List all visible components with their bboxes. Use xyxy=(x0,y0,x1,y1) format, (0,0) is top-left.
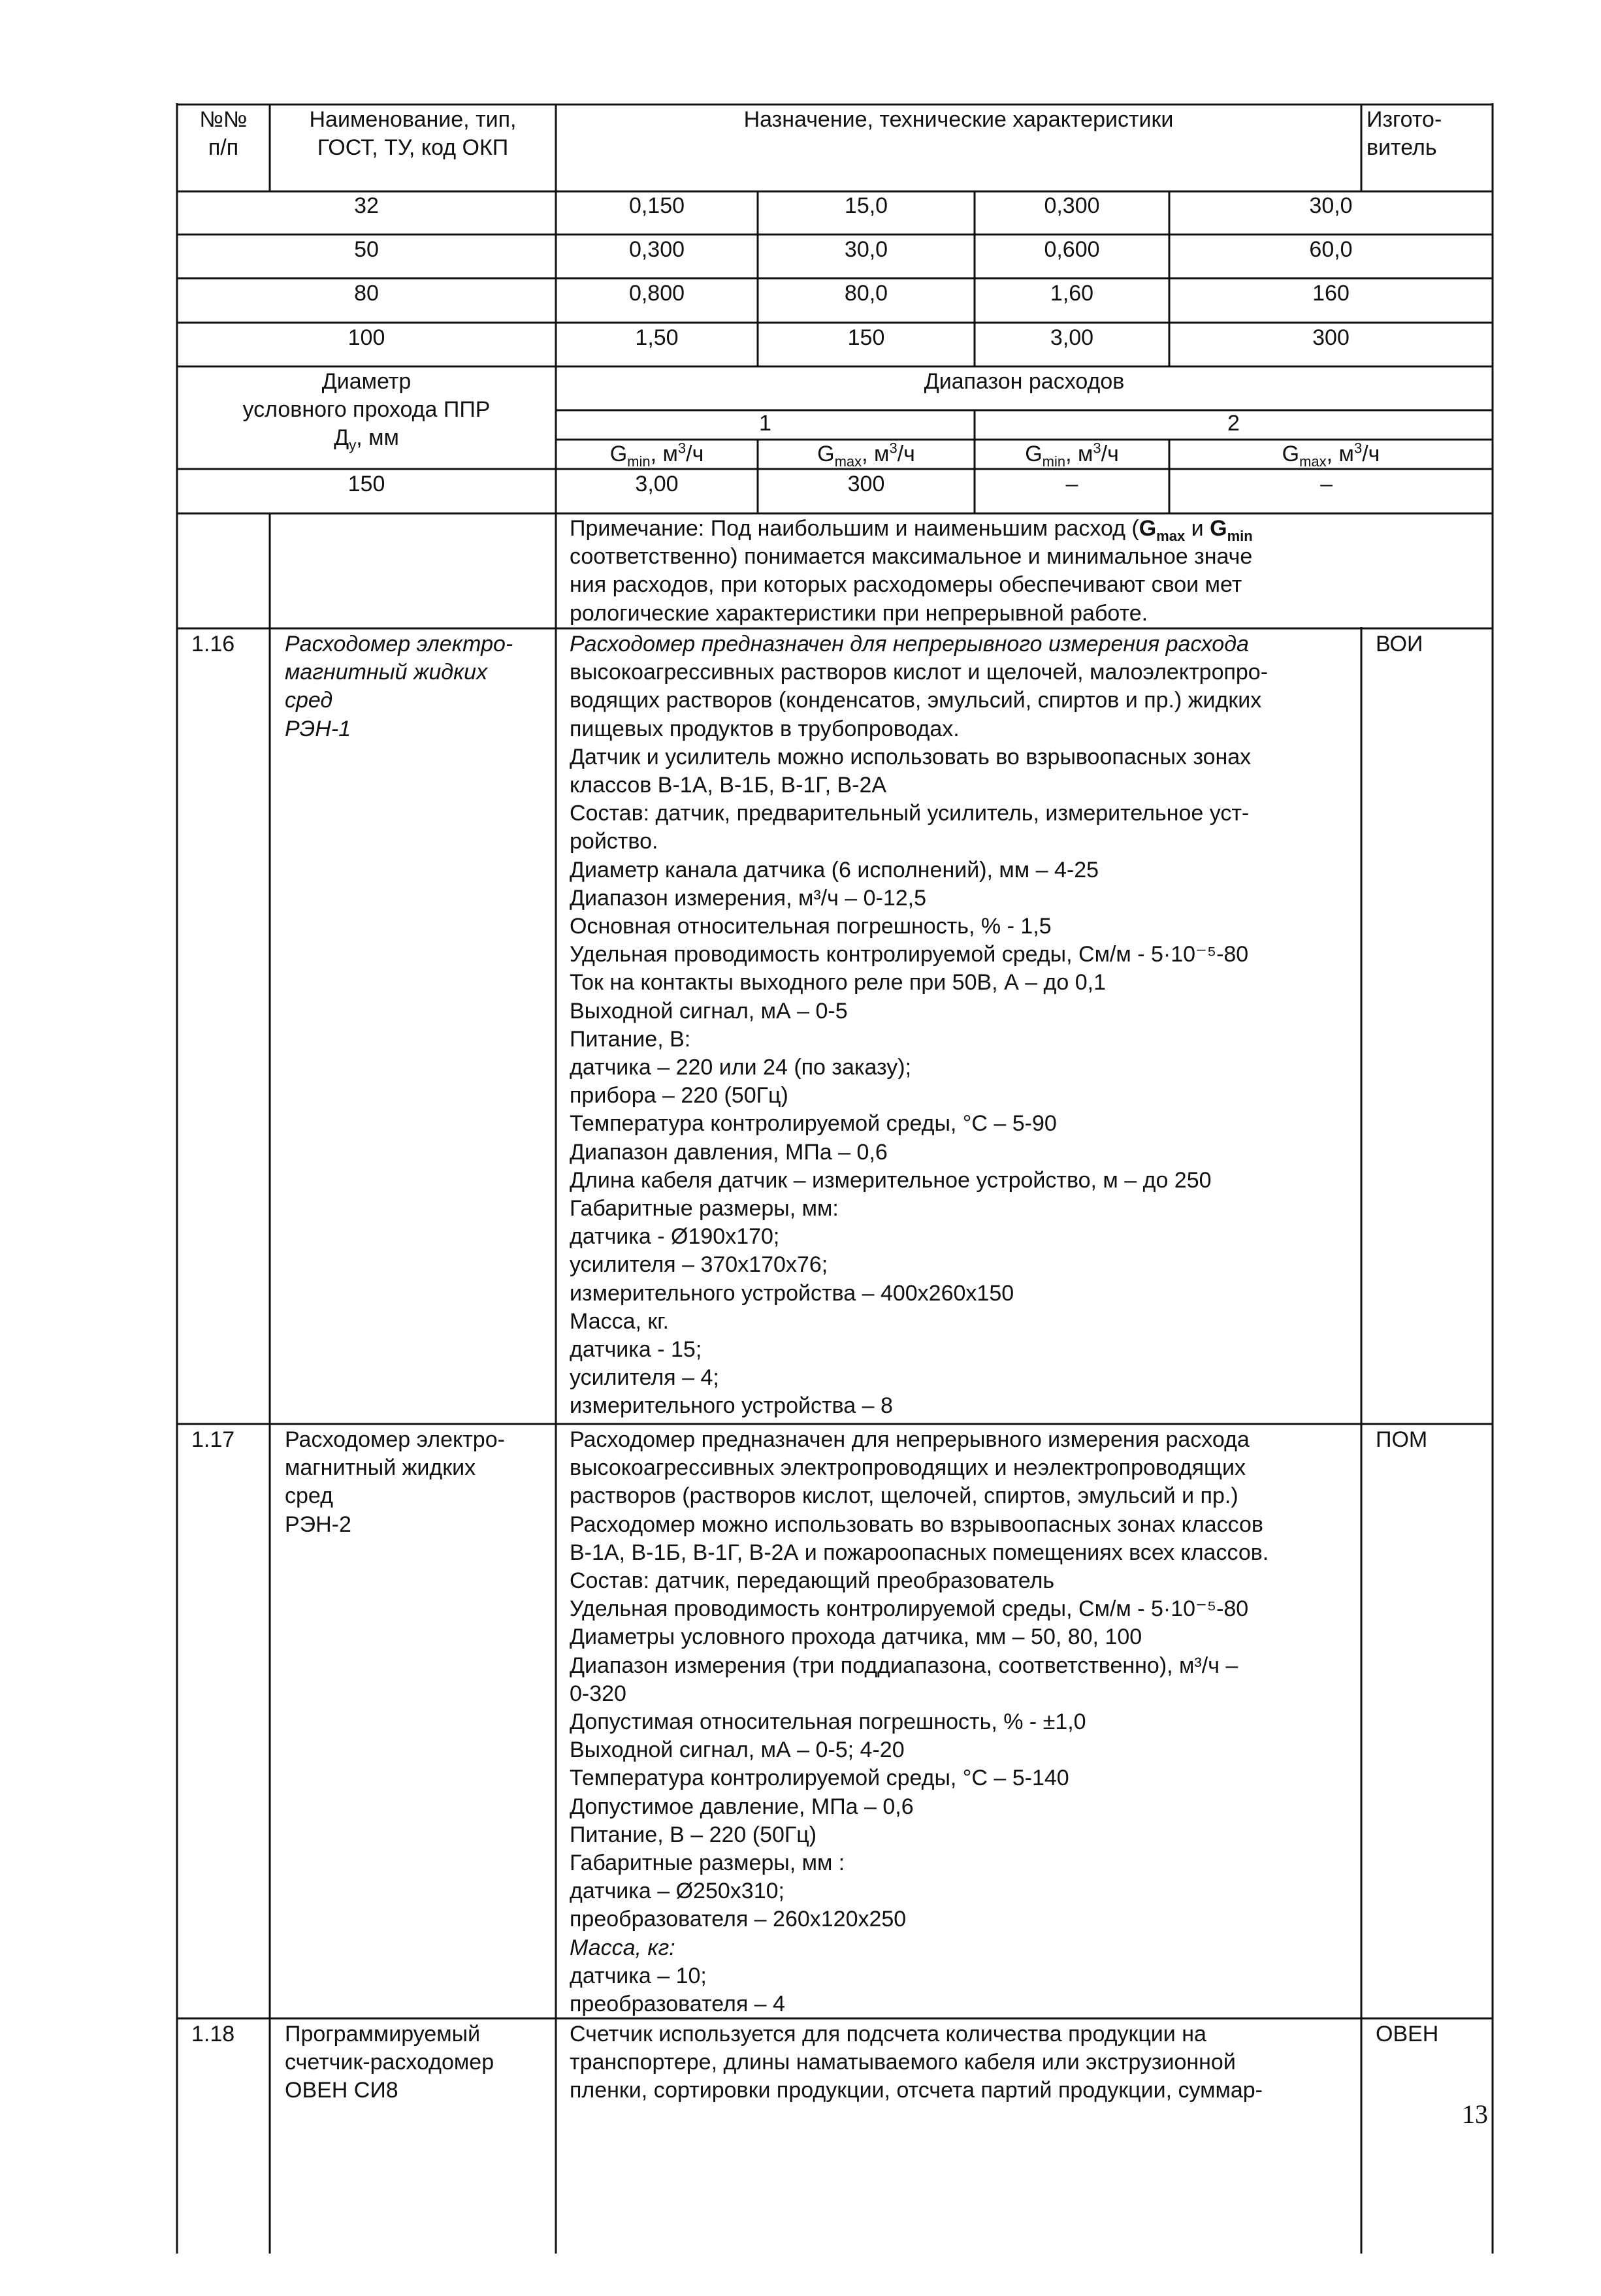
range-1: 1 xyxy=(759,411,771,436)
desc-line: датчика - 15; xyxy=(570,1337,702,1363)
desc-line: измерительного устройства – 8 xyxy=(570,1393,893,1419)
desc-line: датчика - Ø190х170; xyxy=(570,1224,780,1250)
desc-line: пленки, сортировки продукции, отсчета партий продукции, суммар- xyxy=(570,2078,1263,2103)
item-name-line: сред xyxy=(285,1483,333,1509)
desc-line: Питание, В – 220 (50Гц) xyxy=(570,1822,817,1847)
item-maker: ОВЕН xyxy=(1376,2022,1439,2046)
flow-dn: 50 xyxy=(354,237,379,262)
desc-line: Питание, В: xyxy=(570,1026,691,1052)
item-name-line: РЭН-2 xyxy=(285,1512,351,1537)
desc-line: преобразователя – 4 xyxy=(570,1992,785,2017)
gmin1-header: $G_{min}$, $м^3/ч$ xyxy=(609,440,704,470)
range-2: 2 xyxy=(1227,411,1240,436)
desc-line: Диапазон измерения (три поддиапазона, соответственно), м³/ч – xyxy=(570,1653,1238,1678)
desc-line: Допустимая относительная погрешность, % - ±1,0 xyxy=(570,1709,1086,1735)
desc-line: Расходомер предназначен для непрерывного измерения расхода xyxy=(570,1427,1250,1452)
desc-line: датчика – 220 или 24 (по заказу); xyxy=(570,1055,912,1080)
flow-gmin1: 0,150 xyxy=(628,193,685,218)
desc-line: Удельная проводимость контролируемой среды, См/м - 5·10⁻⁵-80 xyxy=(570,942,1249,967)
flow-gmax2: 160 xyxy=(1312,281,1350,306)
desc-line: классов В-1А, В-1Б, В-1Г, В-2А xyxy=(570,773,887,798)
flow-gmin2: 0,300 xyxy=(1044,193,1100,218)
item-name-line: сред xyxy=(285,688,333,713)
diam-line2: условного прохода ППР xyxy=(242,397,491,422)
desc-line: Масса, кг. xyxy=(570,1308,669,1334)
desc-line: ройство. xyxy=(570,829,658,854)
desc-line: Расходомер можно использовать во взрывоопасных зонах классов xyxy=(570,1512,1263,1537)
desc-line: Диапазон измерения, м³/ч – 0-12,5 xyxy=(570,885,927,911)
desc-line: водящих растворов (конденсатов, эмульсий, спиртов и пр.) жидких xyxy=(570,688,1262,713)
item-name-line: Расходомер электро- xyxy=(285,632,513,656)
desc-line: Ток на контакты выходного реле при 50В, А – до 0,1 xyxy=(570,970,1107,995)
desc-line: измерительного устройства – 400х260х150 xyxy=(570,1280,1014,1306)
desc-line: Габаритные размеры, мм: xyxy=(570,1196,839,1221)
note-line-3: ния расходов, при которых расходомеры обеспечивают свои мет xyxy=(570,572,1242,598)
desc-line: Основная относительная погрешность, % - 1,5 xyxy=(570,914,1052,939)
flow-gmax2: – xyxy=(1320,472,1333,496)
flow-gmin1: 1,50 xyxy=(635,325,679,350)
flow-gmin2: – xyxy=(1065,472,1078,496)
diam-line3: $Д_у$, мм xyxy=(334,425,399,453)
item-name-line: магнитный жидких xyxy=(285,1455,476,1481)
page-number: 13 xyxy=(1462,2099,1488,2129)
desc-line: Диаметр канала датчика (6 исполнений), мм – 4-25 xyxy=(570,857,1099,882)
note-block xyxy=(570,515,1253,628)
item-maker: ПОМ xyxy=(1376,1427,1428,1452)
header-num: №№ п/п xyxy=(199,107,248,160)
desc-line: высокоагрессивных растворов кислот и щелочей, малоэлектропро- xyxy=(570,660,1269,685)
gmax2-header: $G_{max}$, $м^3/ч$ xyxy=(1282,440,1380,470)
desc-line: Выходной сигнал, мА – 0-5 xyxy=(570,998,848,1024)
desc-line: Допустимое давление, МПа – 0,6 xyxy=(570,1794,914,1819)
range-title: Диапазон расходов xyxy=(924,369,1125,394)
flow-gmax1: 300 xyxy=(847,472,885,496)
flow-gmin2: 1,60 xyxy=(1050,281,1094,306)
item-name-line: Расходомер электро- xyxy=(285,1427,505,1452)
flow-gmax1: 150 xyxy=(847,325,885,350)
desc-line: Температура контролируемой среды, °С – 5-140 xyxy=(570,1766,1069,1791)
item-number: 1.18 xyxy=(191,2022,235,2046)
item-maker: ВОИ xyxy=(1376,632,1423,656)
desc-line: Габаритные размеры, мм : xyxy=(570,1851,845,1876)
desc-line: Масса, кг: xyxy=(570,1935,675,1960)
diam-line1: Диаметр xyxy=(321,369,412,394)
gmin2-header: $G_{min}$, $м^3/ч$ xyxy=(1025,440,1119,470)
note-line-4: рологические характеристики при непрерывной работе. xyxy=(570,600,1148,626)
flow-dn: 32 xyxy=(354,193,379,218)
item-name xyxy=(285,2020,494,2105)
desc-line: В-1А, В-1Б, В-1Г, В-2А и пожароопасных помещениях всех классов. xyxy=(570,1540,1269,1565)
flow-gmax1: 15,0 xyxy=(844,193,888,218)
item-name-line: магнитный жидких xyxy=(285,660,488,685)
desc-line: пищевых продуктов в трубопроводах. xyxy=(570,716,960,741)
item-description xyxy=(570,2020,1263,2105)
header-purpose: Назначение, технические характеристики xyxy=(743,107,1174,132)
desc-line: Выходной сигнал, мА – 0-5; 4-20 xyxy=(570,1738,905,1763)
desc-line: датчика – Ø250х310; xyxy=(570,1879,784,1904)
item-number: 1.16 xyxy=(191,632,235,656)
item-name-line: Программируемый xyxy=(285,2022,481,2046)
header-maker: Изгото- витель xyxy=(1367,107,1442,160)
flow-gmin2: 0,600 xyxy=(1044,237,1100,262)
header-name: Наименование, тип, ГОСТ, ТУ, код ОКП xyxy=(309,107,517,160)
desc-line: 0-320 xyxy=(570,1681,626,1706)
flow-gmin1: 0,800 xyxy=(628,281,685,306)
flow-gmax2: 30,0 xyxy=(1309,193,1353,218)
desc-line: усилителя – 370х170х76; xyxy=(570,1252,828,1278)
desc-line: усилителя – 4; xyxy=(570,1365,719,1391)
gmax1-header: $G_{max}$, $м^3/ч$ xyxy=(817,440,915,470)
desc-line: датчика – 10; xyxy=(570,1963,707,1988)
flow-gmin1: 0,300 xyxy=(628,237,685,262)
item-description xyxy=(570,630,1268,1421)
item-name xyxy=(285,630,513,743)
flow-gmin2: 3,00 xyxy=(1050,325,1094,350)
desc-line: Состав: датчик, предварительный усилитель, измерительное уст- xyxy=(570,801,1250,826)
desc-line: преобразователя – 260х120х250 xyxy=(570,1907,907,1932)
item-name xyxy=(285,1426,505,1539)
desc-line: Датчик и усилитель можно использовать во взрывоопасных зонах xyxy=(570,744,1252,769)
desc-line: растворов (растворов кислот, щелочей, спиртов, эмульсий и пр.) xyxy=(570,1483,1238,1509)
desc-line: Температура контролируемой среды, °С – 5-90 xyxy=(570,1111,1057,1137)
note-line-2: соответственно) понимается максимальное и минимальное значе xyxy=(570,544,1253,570)
flow-dn: 100 xyxy=(348,325,385,350)
flow-gmax2: 300 xyxy=(1312,325,1350,350)
item-name-line: ОВЕН СИ8 xyxy=(285,2078,398,2103)
item-number: 1.17 xyxy=(191,1427,235,1452)
desc-line: транспортере, длины наматываемого кабеля или экструзионной xyxy=(570,2050,1236,2075)
note-line-1: Примечание: Под наибольшим и наименьшим расход ($G_{max}$ и $G_{min}$ xyxy=(570,516,1253,544)
flow-dn: 150 xyxy=(348,472,385,496)
desc-line: Диаметры условного прохода датчика, мм – 50, 80, 100 xyxy=(570,1625,1142,1650)
desc-line: Диапазон давления, МПа – 0,6 xyxy=(570,1139,888,1165)
desc-line: Счетчик используется для подсчета количества продукции на xyxy=(570,2022,1206,2046)
desc-line: Расходомер предназначен для непрерывного измерения расхода xyxy=(570,632,1249,656)
item-name-line: счетчик-расходомер xyxy=(285,2050,494,2075)
item-name-line: РЭН-1 xyxy=(285,716,351,741)
desc-line: высокоагрессивных электропроводящих и неэлектропроводящих xyxy=(570,1455,1246,1481)
desc-line: Удельная проводимость контролируемой среды, См/м - 5·10⁻⁵-80 xyxy=(570,1596,1249,1622)
flow-dn: 80 xyxy=(354,281,379,306)
flow-gmax1: 80,0 xyxy=(844,281,888,306)
desc-line: прибора – 220 (50Гц) xyxy=(570,1083,788,1108)
flow-gmax1: 30,0 xyxy=(844,237,888,262)
flow-gmax2: 60,0 xyxy=(1309,237,1353,262)
desc-line: Состав: датчик, передающий преобразователь xyxy=(570,1568,1055,1594)
desc-line: Длина кабеля датчик – измерительное устройство, м – до 250 xyxy=(570,1167,1212,1193)
item-description xyxy=(570,1426,1269,2018)
flow-gmin1: 3,00 xyxy=(635,472,679,496)
